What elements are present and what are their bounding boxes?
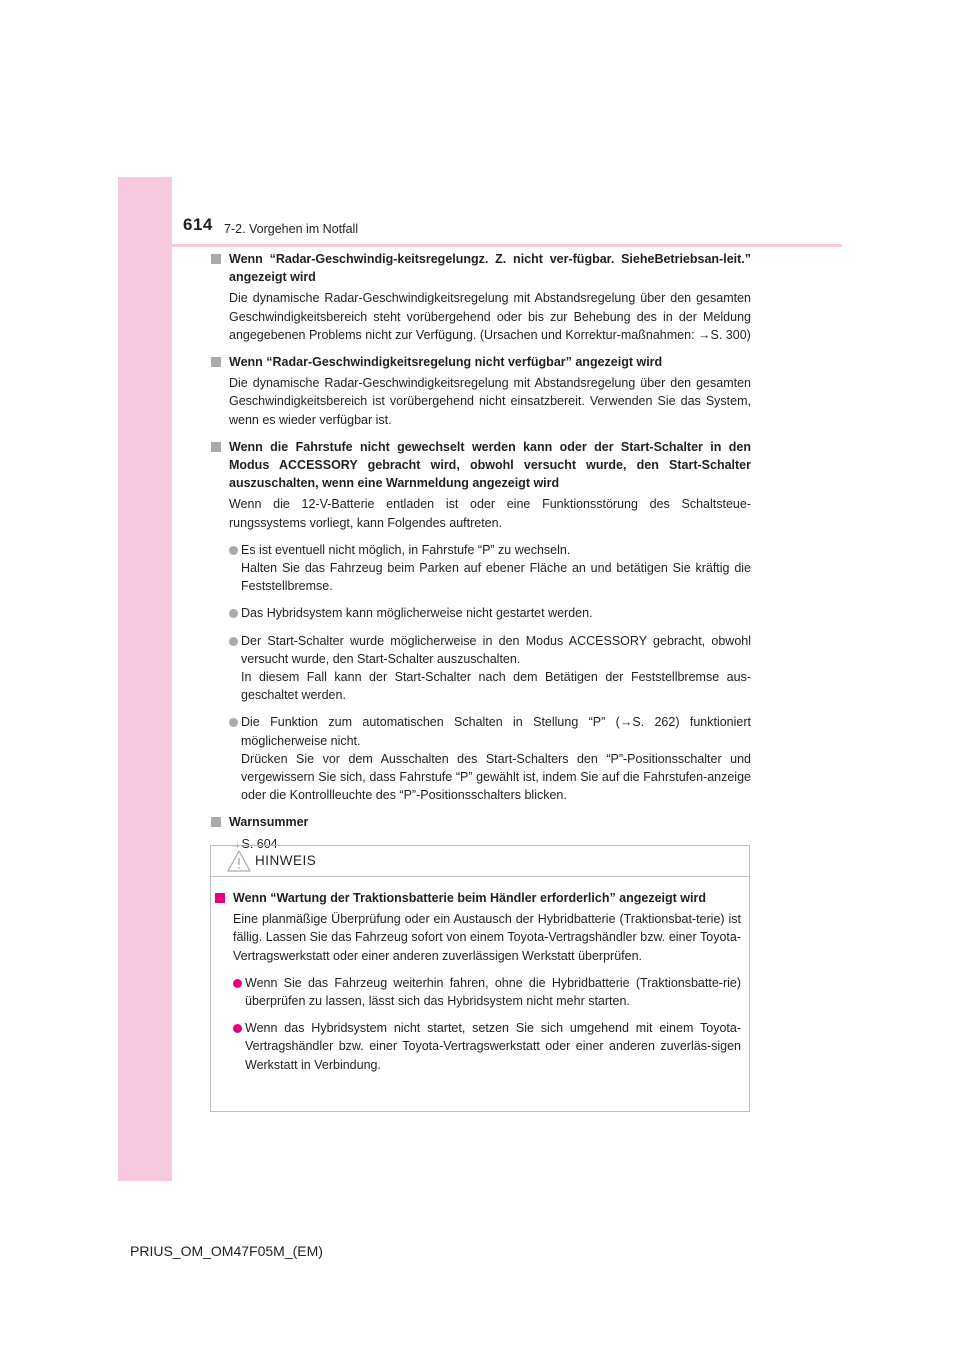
bullet-text: Es ist eventuell nicht möglich, in Fahrstufe “P” zu wechseln.: [241, 542, 571, 557]
notice-heading: [215, 889, 741, 907]
bullet-dot-icon: [233, 979, 242, 988]
bullet-text: Wenn Sie das Fahrzeug weiterhin fahren, ohne die Hybridbatterie (Traktionsbatte-rie) überprüfen zu lassen, lässt sich das Hybridsystem nicht mehr starten.: [245, 975, 741, 1009]
section-heading: [211, 250, 751, 286]
footer-doc-id: PRIUS_OM_OM47F05M_(EM): [130, 1243, 323, 1259]
bullet-dot-icon: [229, 609, 238, 618]
main-content: [211, 250, 751, 862]
notice-header: [211, 846, 749, 877]
section-heading-text: Wenn “Radar-Geschwindigkeitsregelung nicht verfügbar” angezeigt wird: [229, 355, 663, 370]
bullet-item: [229, 713, 751, 804]
bullet-dot-icon: [229, 637, 238, 646]
notice-body: [211, 877, 749, 1074]
page-side-tab: [118, 177, 172, 1181]
bullet-text: Drücken Sie vor dem Ausschalten des Start-Schalters den “P”-Positionsschalter und vergewissern Sie sich, dass Fahrstufe “P” gewählt ist, indem Sie auf die Fahrstufen-anzeige oder die Kontrollleuchte des “P”-Positionsschalters blicken.: [241, 751, 751, 803]
bullet-text: Der Start-Schalter wurde möglicherweise in den Modus ACCESSORY gebracht, obwohl versucht wurde, den Start-Schalter auszuschalten.: [241, 633, 751, 666]
bullet-dot-icon: [229, 546, 238, 555]
section-paragraph: Die dynamische Radar-Geschwindigkeitsregelung mit Abstandsregelung über den gesamten Geschwindigkeitsbereich steht vorübergehend oder bis zur Behebung des in der Meldung angegebenen Problems nicht zur Verfügung. (Ursachen und Korrektur-maßnahmen: →S. 300): [229, 291, 751, 342]
notice-box: [210, 845, 750, 1112]
bullet-text: Die Funktion zum automatischen Schalten in Stellung “P” (→S. 262) funktioniert möglicherweise nicht.: [241, 715, 751, 748]
bullet-text: Halten Sie das Fahrzeug beim Parken auf ebener Fläche an und betätigen Sie kräftig die Feststellbremse.: [241, 561, 751, 594]
notice-heading-text: Wenn “Wartung der Traktionsbatterie beim Händler erforderlich” angezeigt wird: [233, 891, 706, 905]
section-heading-text: Wenn die Fahrstufe nicht gewechselt werden kann oder der Start-Schalter in den Modus ACCESSORY gebracht wird, obwohl versucht wurde, den Start-Schalter auszuschalten, wenn eine Warnmeldung angezeigt wird: [229, 439, 751, 491]
section-paragraph: →S. 604: [229, 836, 278, 851]
bullet-text: Das Hybridsystem kann möglicherweise nicht gestartet werden.: [241, 606, 593, 621]
section-heading: [211, 438, 751, 493]
bullet-dot-icon: [229, 718, 238, 727]
notice-bullet: [233, 1019, 741, 1074]
section-heading-text: Wenn “Radar-Geschwindig-keitsregelungz. Z. nicht ver-fügbar. SieheBetriebsan-leit.” angezeigt wird: [229, 252, 751, 285]
section-paragraph: Die dynamische Radar-Geschwindigkeitsregelung mit Abstandsregelung über den gesamten Geschwindigkeitsbereich ist vorübergehend nicht einsatzbereit. Verwenden Sie das System, wenn es wieder verfügbar ist.: [229, 376, 751, 427]
header-rule: [172, 244, 842, 247]
square-marker-icon: [211, 817, 221, 827]
square-marker-icon: [211, 442, 221, 452]
square-marker-icon: [215, 893, 225, 903]
square-marker-icon: [211, 254, 221, 264]
bullet-item: [229, 541, 751, 596]
bullet-text: In diesem Fall kann der Start-Schalter nach dem Betätigen der Feststellbremse aus-geschaltet werden.: [241, 670, 751, 703]
bullet-item: [229, 604, 751, 622]
notice-title: HINWEIS: [255, 853, 317, 868]
square-marker-icon: [211, 357, 221, 367]
notice-bullet: [233, 974, 741, 1010]
bullet-item: [229, 632, 751, 705]
section-paragraph: Wenn die 12-V-Batterie entladen ist oder eine Funktionsstörung des Schaltsteue-rungssystems vorliegt, kann Folgendes auftreten.: [229, 497, 751, 530]
bullet-text: Wenn das Hybridsystem nicht startet, setzen Sie sich umgehend mit einem Toyota-Vertragshändler bzw. einer Toyota-Vertragswerkstatt oder einer anderen zuverläs-sigen Werkstatt in Verbindung.: [245, 1021, 741, 1072]
section-title: 7-2. Vorgehen im Notfall: [224, 222, 359, 236]
notice-paragraph: Eine planmäßige Überprüfung oder ein Austausch der Hybridbatterie (Traktionsbat-terie) ist fällig. Lassen Sie das Fahrzeug sofort von einem Toyota-Vertragshändler bzw. einer Toyota-Vertragswerkstatt oder einer anderen zuverlässigen Werkstatt überprüfen.: [233, 912, 741, 963]
bullet-dot-icon: [233, 1024, 242, 1033]
section-heading-text: Warnsummer: [229, 815, 309, 830]
section-heading: [211, 813, 751, 831]
page-number: 614: [183, 215, 213, 234]
section-heading: [211, 353, 751, 371]
warning-triangle-icon: [227, 850, 251, 872]
